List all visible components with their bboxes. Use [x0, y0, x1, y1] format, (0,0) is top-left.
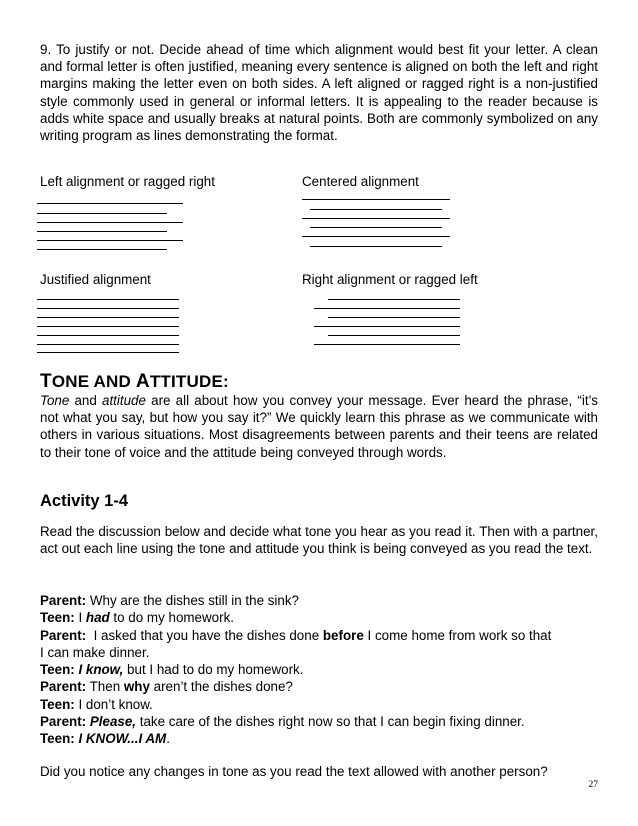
- heading-letter: A: [135, 371, 150, 392]
- line-text: I don’t know.: [74, 696, 153, 712]
- line-text: to do my homework.: [109, 610, 234, 626]
- sample-line: [310, 209, 442, 210]
- sample-line: [328, 299, 460, 300]
- sample-line: [37, 326, 179, 327]
- page-number: 27: [588, 780, 598, 790]
- sample-line: [37, 240, 183, 241]
- line-text: Why are the dishes still in the sink?: [86, 593, 299, 608]
- dialog-line: [40, 678, 598, 695]
- sample-line: [314, 326, 460, 327]
- tone-attitude-heading: [40, 371, 229, 393]
- speaker: Parent:: [40, 679, 87, 695]
- emphasis: I know,: [74, 662, 124, 678]
- section-9-paragraph: 9. To justify or not. Decide ahead of time which alignment would best fit your letter. A clean and formal letter is often justified, meaning every sentence is aligned on both the left and right margins making the letter even on both sides. A left aligned or ragged right is a non-justified style commonly used in general or informal letters. It is appealing to the reader because is adds white space and usually breaks at natural points. Both are commonly symbolized on any writing program as lines demonstrating the format.: [40, 42, 598, 144]
- sample-line: [314, 308, 460, 309]
- speaker: Parent:: [40, 593, 87, 608]
- line-text: but I had to do my homework.: [123, 662, 304, 678]
- dialog-line: [40, 592, 598, 609]
- dialog-line-continued: I can make dinner.: [40, 644, 150, 660]
- tone-word: Tone: [40, 393, 70, 408]
- sample-line: [302, 236, 450, 237]
- emphasis: before: [322, 627, 364, 643]
- left-alignment-label: Left alignment or ragged right: [40, 174, 215, 189]
- heading-text: TTITUDE:: [149, 372, 229, 391]
- line-text: .: [166, 731, 170, 747]
- line-text: I asked that you have the dishes done: [86, 627, 323, 643]
- speaker: Teen:: [40, 696, 75, 712]
- centered-alignment-label: Centered alignment: [302, 174, 419, 189]
- emphasis: I KNOW...I AM: [74, 731, 167, 747]
- closing-question: Did you notice any changes in tone as you read the text allowed with another person?: [40, 764, 548, 779]
- sample-line: [37, 222, 183, 223]
- dialog-line: [40, 661, 598, 678]
- heading-text: ONE AND: [51, 372, 136, 391]
- dialog-line: [40, 696, 598, 713]
- sample-line: [37, 213, 167, 214]
- speaker: Teen:: [40, 731, 75, 747]
- sample-line: [310, 246, 442, 247]
- text: and: [69, 393, 103, 408]
- activity-instructions: Read the discussion below and decide what tone you hear as you read it. Then with a partner, act out each line using the tone and attitude you think is being conveyed as you read the text.: [40, 524, 598, 557]
- dialog-line: [40, 609, 598, 626]
- speaker: Parent:: [40, 714, 87, 730]
- sample-line: [37, 249, 167, 250]
- line-text: Then: [86, 679, 124, 695]
- emphasis: why: [123, 679, 150, 695]
- sample-line: [37, 317, 179, 318]
- speaker: Teen:: [40, 662, 75, 678]
- line-text: aren’t the dishes done?: [149, 679, 293, 695]
- activity-heading: Activity 1-4: [40, 492, 129, 510]
- sample-line: [37, 344, 179, 345]
- line-text: I: [74, 610, 86, 626]
- line-text: take care of the dishes right now so that I can begin fixing dinner.: [136, 714, 525, 730]
- sample-line: [37, 335, 179, 336]
- dialog-line: [40, 730, 598, 747]
- sample-line: [37, 308, 179, 309]
- sample-line: [314, 344, 460, 345]
- sample-line: [37, 231, 167, 232]
- dialog-block: [40, 592, 598, 748]
- tone-attitude-paragraph: [40, 392, 598, 461]
- speaker: Parent:: [40, 627, 87, 643]
- attitude-word: attitude: [102, 393, 146, 408]
- emphasis: had: [85, 610, 110, 626]
- sample-line: [310, 227, 442, 228]
- emphasis: Please,: [86, 714, 137, 730]
- speaker: Teen:: [40, 610, 75, 626]
- sample-line: [37, 203, 183, 204]
- sample-line: [37, 299, 179, 300]
- heading-letter: T: [40, 371, 52, 392]
- line-text: I come home from work so that: [363, 627, 552, 643]
- sample-line: [37, 352, 179, 353]
- sample-line: [328, 317, 460, 318]
- right-alignment-label: Right alignment or ragged left: [302, 272, 478, 287]
- dialog-line: [40, 627, 598, 644]
- sample-line: [302, 199, 450, 200]
- dialog-line: [40, 713, 598, 730]
- sample-line: [302, 218, 450, 219]
- sample-line: [328, 335, 460, 336]
- justified-alignment-label: Justified alignment: [40, 272, 151, 287]
- text: are all about how you convey your message. Ever heard the phrase, “it’s not what you say, but how you say it?” We quickly learn this phrase as we communicate with others in various situations. Most disagreements between parents and their teens are related to their tone of voice and the attitude being conveyed through words.: [40, 393, 598, 460]
